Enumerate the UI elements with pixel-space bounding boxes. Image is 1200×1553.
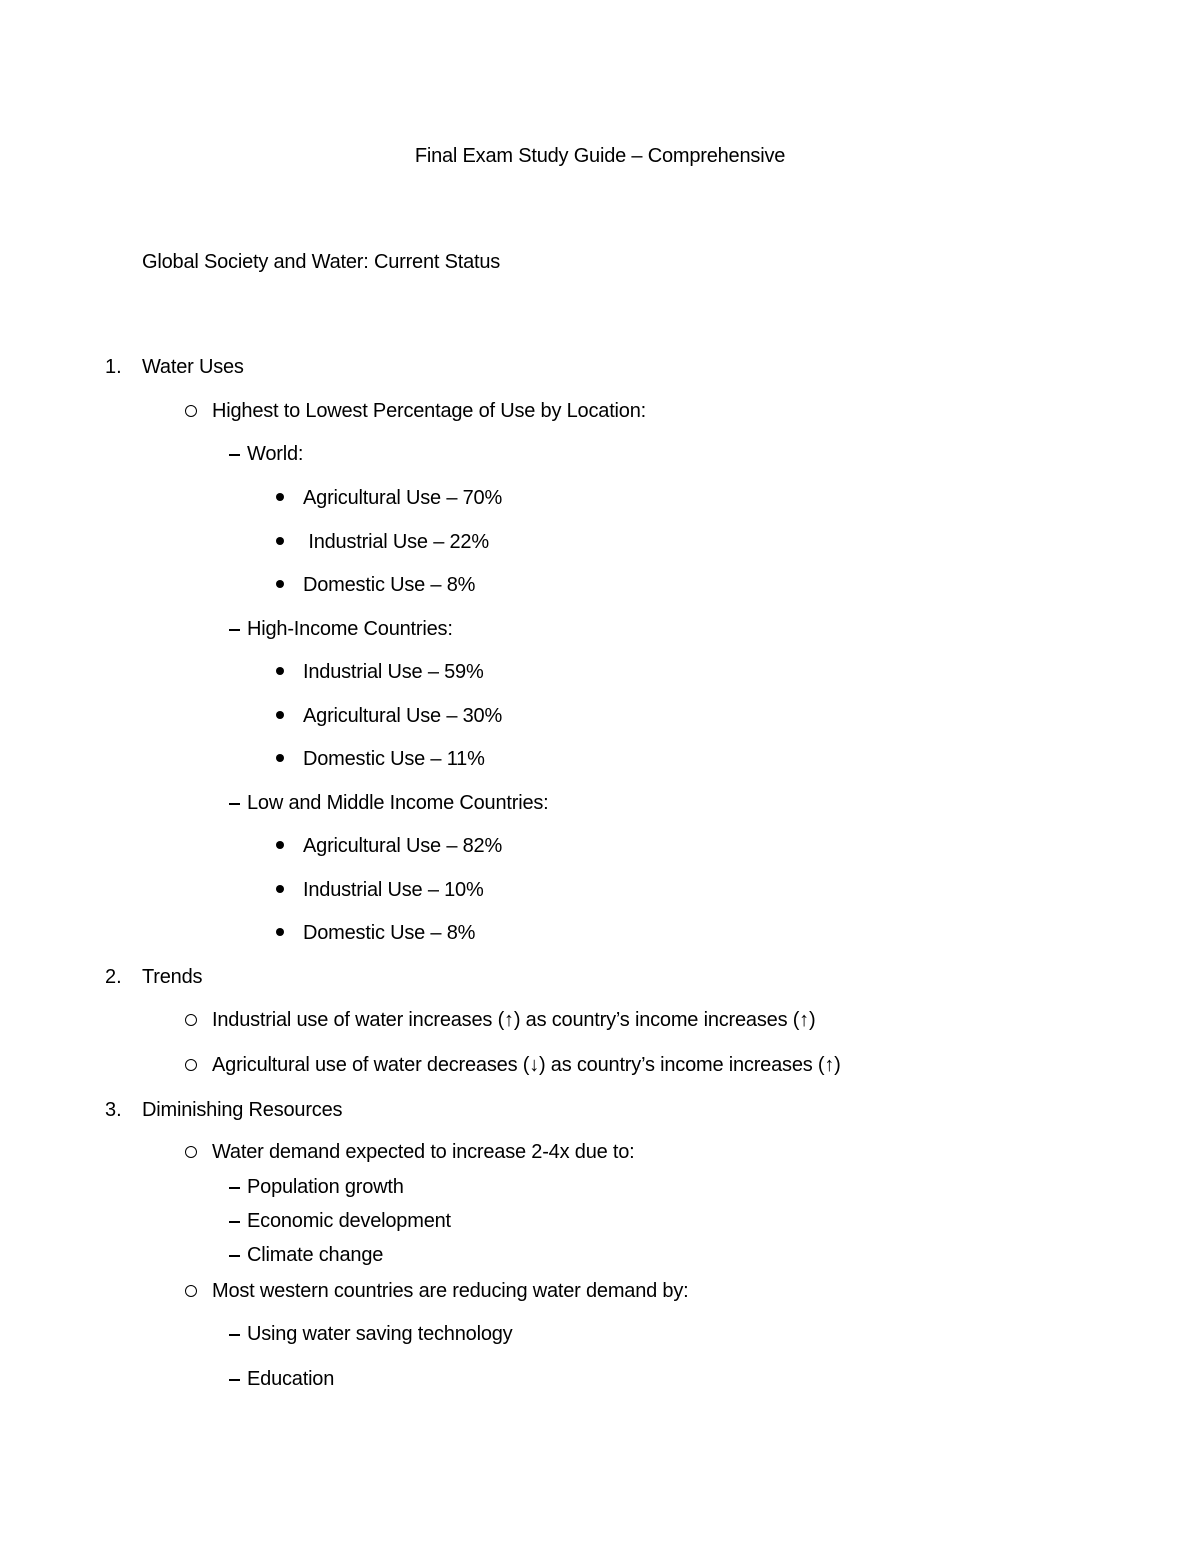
- dot-bullet-icon: [276, 841, 284, 849]
- dash-bullet-icon: [229, 1187, 240, 1189]
- group-label: High-Income Countries:: [247, 618, 453, 640]
- sub-item: Highest to Lowest Percentage of Use by Location:: [212, 400, 646, 422]
- dash-bullet-icon: [229, 1221, 240, 1223]
- dot-bullet-icon: [276, 928, 284, 936]
- dash-item: Population growth: [247, 1176, 404, 1198]
- circle-bullet-icon: [185, 405, 197, 417]
- dash-bullet-icon: [229, 454, 240, 456]
- bullet-item: Industrial Use – 10%: [303, 879, 484, 901]
- dash-bullet-icon: [229, 1379, 240, 1381]
- bullet-item: Domestic Use – 11%: [303, 748, 485, 770]
- sub-item: Most western countries are reducing water demand by:: [212, 1280, 689, 1302]
- dot-bullet-icon: [276, 667, 284, 675]
- bullet-item: Agricultural Use – 70%: [303, 487, 503, 509]
- document-title: Final Exam Study Guide – Comprehensive: [414, 145, 786, 167]
- dash-bullet-icon: [229, 1334, 240, 1336]
- bullet-item: Domestic Use – 8%: [303, 574, 476, 596]
- list-item-heading: Trends: [142, 966, 203, 988]
- section-heading: Global Society and Water: Current Status: [142, 251, 501, 273]
- dash-bullet-icon: [229, 1255, 240, 1257]
- dot-bullet-icon: [276, 711, 284, 719]
- dash-item: Climate change: [247, 1244, 384, 1266]
- bullet-item: Agricultural Use – 30%: [303, 705, 503, 727]
- bullet-item: Industrial Use – 22%: [303, 531, 489, 553]
- dash-item: Education: [247, 1368, 335, 1390]
- group-label: Low and Middle Income Countries:: [247, 792, 549, 814]
- dash-item: Using water saving technology: [247, 1323, 513, 1345]
- list-number: 1.: [105, 356, 122, 378]
- bullet-item: Industrial Use – 59%: [303, 661, 484, 683]
- group-label: World:: [247, 443, 304, 465]
- dot-bullet-icon: [276, 493, 284, 501]
- sub-item: Water demand expected to increase 2-4x due to:: [212, 1141, 635, 1163]
- dash-bullet-icon: [229, 803, 240, 805]
- list-item-heading: Water Uses: [142, 356, 244, 378]
- bullet-item: Domestic Use – 8%: [303, 922, 476, 944]
- bullet-item: Agricultural Use – 82%: [303, 835, 503, 857]
- circle-bullet-icon: [185, 1059, 197, 1071]
- circle-bullet-icon: [185, 1014, 197, 1026]
- list-number: 3.: [105, 1099, 122, 1121]
- dot-bullet-icon: [276, 537, 284, 545]
- dot-bullet-icon: [276, 754, 284, 762]
- sub-item: Agricultural use of water decreases (↓) as country’s income increases (↑): [212, 1054, 841, 1076]
- dash-bullet-icon: [229, 629, 240, 631]
- dot-bullet-icon: [276, 580, 284, 588]
- sub-item: Industrial use of water increases (↑) as country’s income increases (↑): [212, 1009, 816, 1031]
- dash-item: Economic development: [247, 1210, 451, 1232]
- list-number: 2.: [105, 966, 122, 988]
- circle-bullet-icon: [185, 1285, 197, 1297]
- dot-bullet-icon: [276, 885, 284, 893]
- circle-bullet-icon: [185, 1146, 197, 1158]
- list-item-heading: Diminishing Resources: [142, 1099, 343, 1121]
